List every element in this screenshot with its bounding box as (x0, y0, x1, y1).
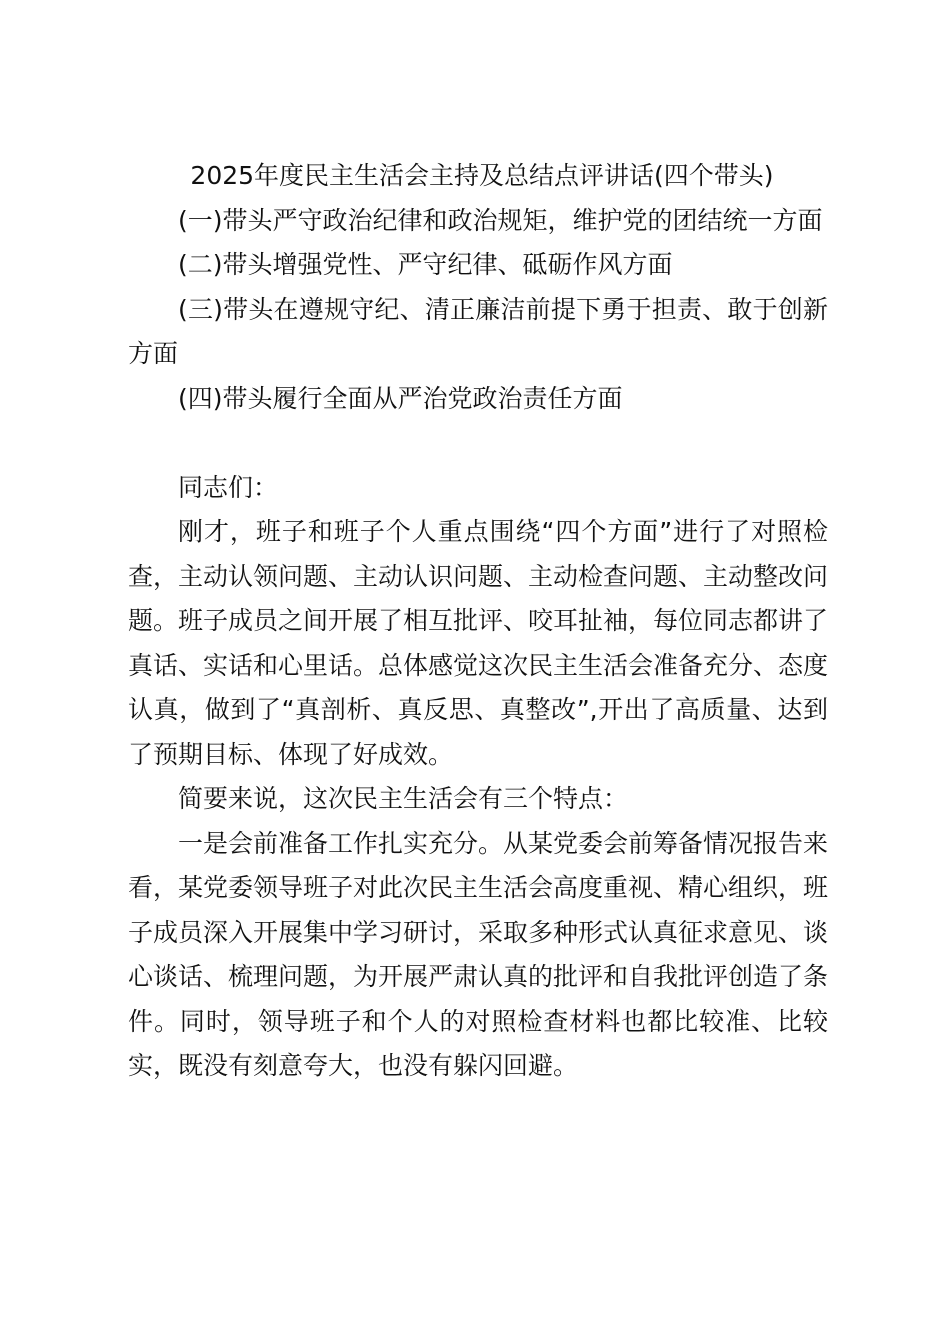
section-heading-4: (四)带头履行全面从严治党政治责任方面 (178, 383, 623, 413)
blank-line (128, 421, 828, 466)
section-heading-1: (一)带头严守政治纪律和政治规矩，维护党的团结统一方面 (178, 205, 823, 235)
greeting: 同志们： (178, 472, 279, 502)
body-paragraph-1: 刚才，班子和班子个人重点围绕“四个方面”进行了对照检查，主动认领问题、主动认识问题、主动检查问题、主动整改问题。班子成员之间开展了相互批评、咬耳扯袖，每位同志都讲了真话、实话和心里话。总体感觉这次民主生活会准备充分、态度认真，做到了“真剖析、真反思、真整改”,开出了高质量、达到了预期目标、体现了好成效。 (128, 517, 829, 769)
document-body (128, 154, 828, 1089)
body-paragraph-2: 简要来说，这次民主生活会有三个特点： (178, 784, 629, 813)
section-heading-2: (二)带头增强党性、严守纪律、砥砺作风方面 (178, 250, 673, 279)
document-title: 2025年度民主生活会主持及总结点评讲话(四个带头) (190, 161, 774, 190)
section-heading-3: (三)带头在遵规守纪、清正廉洁前提下勇于担责、敢于创新方面 (128, 294, 828, 368)
body-paragraph-3: 一是会前准备工作扎实充分。从某党委会前筹备情况报告来看，某党委领导班子对此次民主生活会高度重视、精心组织，班子成员深入开展集中学习研讨，采取多种形式认真征求意见、谈心谈话、梳理问题，为开展严肃认真的批评和自我批评创造了条件。同时，领导班子和个人的对照检查材料也都比较准、比较实，既没有刻意夸大，也没有躲闪回避。 (128, 828, 829, 1080)
